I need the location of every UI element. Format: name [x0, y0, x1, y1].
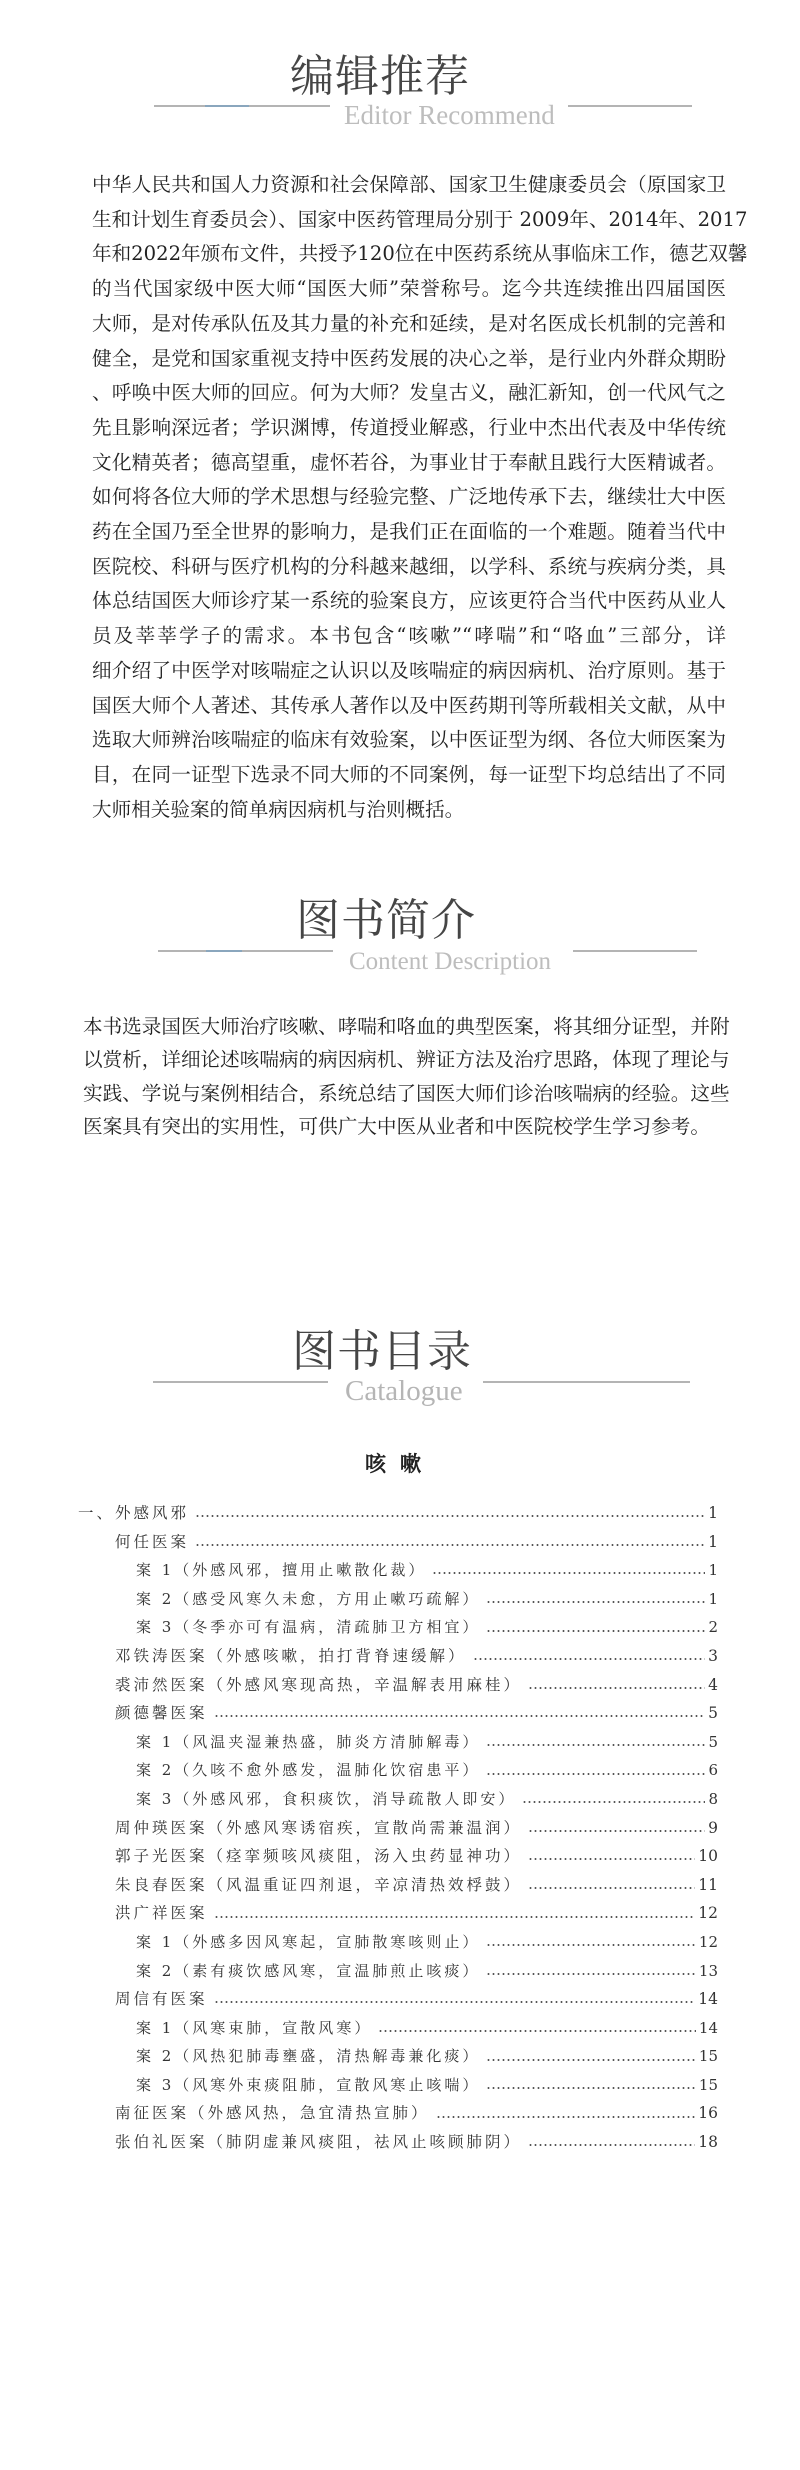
toc-page-number: 8: [708, 1789, 718, 1808]
toc-entry[interactable]: [78, 2128, 718, 2157]
toc-entry-label: 郭子光医案（痉挛频咳风痰阻，汤入虫药显神功）: [115, 1847, 523, 1866]
dot-leader: [432, 1572, 705, 1574]
toc-entry-label: 案 1（外感多因风寒起，宣肺散寒咳则止）: [136, 1932, 481, 1951]
toc-entry[interactable]: [78, 2042, 718, 2071]
toc-entry[interactable]: [78, 2071, 718, 2100]
table-of-contents: [78, 1499, 718, 2157]
toc-entry-label: 颜德馨医案: [115, 1704, 208, 1723]
paragraph-line: 药在全国乃至全世界的影响力，是我们正在面临的一个难题。随着当代中: [92, 520, 726, 544]
toc-page-number: 14: [698, 2018, 718, 2037]
toc-page-number: 3: [708, 1646, 718, 1665]
toc-entry[interactable]: [78, 1528, 718, 1557]
toc-entry[interactable]: [78, 1899, 718, 1928]
toc-entry-label: 一、外感风邪: [78, 1504, 190, 1522]
toc-page-number: 14: [698, 1990, 718, 2009]
dot-leader: [195, 1544, 705, 1546]
dot-leader: [486, 1973, 696, 1975]
toc-entry[interactable]: [78, 1671, 718, 1700]
toc-entry-label: 何任医案: [115, 1532, 190, 1551]
toc-entry[interactable]: [78, 1499, 718, 1528]
toc-page-number: 16: [698, 2104, 718, 2123]
dot-leader: [473, 1658, 705, 1660]
paragraph-line: 中华人民共和国人力资源和社会保障部、国家卫生健康委员会（原国家卫: [92, 173, 726, 196]
toc-entry-label: 案 1（风温夹湿兼热盛，肺炎方清肺解毒）: [136, 1732, 481, 1751]
toc-page-number: 1: [708, 1532, 718, 1551]
toc-entry-label: 案 2（素有痰饮感风寒，宣温肺煎止咳痰）: [136, 1961, 481, 1980]
paragraph-line: 如何将各位大师的学术思想与经验完整、广泛地传承下去，继续壮大中医: [92, 485, 726, 509]
toc-entry[interactable]: [78, 1928, 718, 1957]
toc-entry[interactable]: [78, 1642, 718, 1671]
header-divider-left: [158, 950, 333, 952]
toc-page-number: 1: [708, 1561, 718, 1580]
catalogue-section-heading: 咳嗽: [365, 1452, 435, 1476]
toc-entry[interactable]: [78, 1699, 718, 1728]
toc-entry-label: 洪广祥医案: [115, 1904, 208, 1923]
toc-page-number: 5: [708, 1704, 718, 1723]
toc-entry-label: 朱良春医案（风温重证四剂退，辛凉清热效桴鼓）: [115, 1875, 523, 1894]
toc-page-number: 13: [698, 1961, 718, 1980]
section-subtitle: Catalogue: [345, 1375, 463, 1407]
dot-leader: [528, 2144, 695, 2146]
dot-leader: [486, 2059, 696, 2061]
paragraph-line: 本书选录国医大师治疗咳嗽、哮喘和咯血的典型医案，将其细分证型，并附: [83, 1015, 730, 1038]
toc-entry-label: 周信有医案: [115, 1990, 208, 2009]
dot-leader: [214, 1715, 705, 1717]
toc-page-number: 1: [708, 1589, 718, 1608]
toc-entry-label: 案 1（外感风邪，擅用止嗽散化裁）: [136, 1561, 427, 1580]
dot-leader: [436, 2116, 696, 2118]
dot-leader: [486, 1744, 705, 1746]
section-title: 图书简介: [296, 895, 476, 946]
paragraph-line: 医案具有突出的实用性，可供广大中医从业者和中医院校学生学习参考。: [83, 1114, 710, 1138]
dot-leader: [214, 2001, 696, 2003]
toc-page-number: 9: [708, 1818, 718, 1837]
dot-leader: [528, 1687, 705, 1689]
paragraph-line: 实践、学说与案例相结合，系统总结了国医大师们诊治咳喘病的经验。这些: [83, 1081, 730, 1105]
toc-entry[interactable]: [78, 1756, 718, 1785]
paragraph-line: 健全，是党和国家重视支持中医药发展的决心之举，是行业内外群众期盼: [92, 346, 726, 370]
toc-page-number: 4: [708, 1675, 718, 1694]
toc-entry[interactable]: [78, 1842, 718, 1871]
toc-entry[interactable]: [78, 2099, 718, 2128]
paragraph-line: 先且影响深远者；学识渊博，传道授业解惑，行业中杰出代表及中华传统: [92, 415, 726, 439]
toc-page-number: 1: [708, 1504, 718, 1522]
header-divider-left: [153, 1381, 328, 1383]
toc-entry-label: 案 1（风寒束肺，宣散风寒）: [136, 2018, 373, 2037]
header-divider-right: [573, 950, 697, 952]
dot-leader: [522, 1801, 705, 1803]
toc-entry[interactable]: [78, 1814, 718, 1843]
toc-page-number: 18: [698, 2133, 718, 2152]
dot-leader: [528, 1858, 695, 1860]
toc-entry[interactable]: [78, 1985, 718, 2014]
toc-page-number: 10: [698, 1847, 718, 1866]
paragraph-line: 大师，是对传承队伍及其力量的补充和延续，是对名医成长机制的完善和: [92, 311, 726, 335]
toc-entry-label: 周仲瑛医案（外感风寒诱宿疾，宣散尚需兼温润）: [115, 1818, 523, 1837]
paragraph-line: 体总结国医大师诊疗某一系统的验案良方，应该更符合当代中医药从业人: [92, 589, 726, 613]
toc-page-number: 11: [698, 1875, 718, 1894]
dot-leader: [486, 1601, 705, 1603]
toc-page-number: 15: [698, 2075, 718, 2094]
paragraph-line: 员及莘莘学子的需求。本书包含“咳嗽”“哮喘”和“咯血”三部分，详: [92, 624, 726, 648]
toc-entry[interactable]: [78, 1613, 718, 1642]
paragraph-line: 医院校、科研与医疗机构的分科越来越细，以学科、系统与疾病分类，具: [92, 554, 726, 578]
toc-entry[interactable]: [78, 1556, 718, 1585]
toc-entry-label: 案 2（久咳不愈外感发，温肺化饮宿患平）: [136, 1761, 481, 1780]
dot-leader: [486, 1773, 705, 1775]
content-description-text: [83, 1010, 730, 1143]
toc-entry-label: 案 2（风热犯肺毒壅盛，清热解毒兼化痰）: [136, 2047, 481, 2066]
paragraph-line: 细介绍了中医学对咳喘症之认识以及咳喘症的病因病机、治疗原则。基于: [92, 658, 726, 682]
toc-entry-label: 邓铁涛医案（外感咳嗽，拍打背脊速缓解）: [115, 1646, 467, 1665]
dot-leader: [486, 1630, 705, 1632]
toc-page-number: 5: [708, 1732, 718, 1751]
toc-entry[interactable]: [78, 1871, 718, 1900]
dot-leader: [214, 1916, 696, 1918]
toc-page-number: 15: [698, 2047, 718, 2066]
toc-entry-label: 案 2（感受风寒久未愈，方用止嗽巧疏解）: [136, 1589, 481, 1608]
paragraph-line: 的当代国家级中医大师“国医大师”荣誉称号。迄今共连续推出四届国医: [92, 277, 726, 301]
paragraph-line: 年和2022年颁布文件，共授予120位在中医药系统从事临床工作，德艺双馨: [92, 242, 748, 266]
paragraph-line: 大师相关验案的简单病因病机与治则概括。: [92, 797, 465, 821]
section-subtitle: Content Description: [349, 948, 552, 975]
toc-entry[interactable]: [78, 1957, 718, 1986]
section-title: 编辑推荐: [290, 51, 470, 102]
paragraph-line: 目，在同一证型下选录不同大师的不同案例，每一证型下均总结出了不同: [92, 762, 726, 786]
paragraph-line: 、呼唤中医大师的回应。何为大师？发皇古义，融汇新知，创一代风气之: [92, 381, 726, 405]
toc-entry[interactable]: [78, 1728, 718, 1757]
paragraph-line: 文化精英者；德高望重，虚怀若谷，为事业甘于奉献且践行大医精诚者。: [92, 450, 726, 474]
section-subtitle: Editor Recommend: [344, 100, 555, 130]
paragraph-line: 国医大师个人著述、其传承人著作以及中医药期刊等所载相关文献，从中: [92, 693, 726, 717]
dot-leader: [528, 1887, 695, 1889]
dot-leader: [378, 2030, 696, 2032]
section-title: 图书目录: [292, 1326, 472, 1377]
paragraph-line: 生和计划生育委员会）、国家中医药管理局分别于 2009年、2014年、2017: [92, 207, 748, 231]
header-divider-right: [483, 1381, 690, 1383]
toc-page-number: 6: [708, 1761, 718, 1780]
dot-leader: [486, 1944, 696, 1946]
paragraph-line: 选取大师辨治咳喘症的临床有效验案，以中医证型为纲、各位大师医案为: [92, 728, 726, 752]
dot-leader: [486, 2087, 696, 2089]
toc-page-number: 12: [698, 1904, 718, 1923]
toc-page-number: 12: [698, 1932, 718, 1951]
header-divider-right: [568, 105, 692, 107]
toc-entry-label: 裘沛然医案（外感风寒现高热，辛温解表用麻桂）: [115, 1675, 523, 1694]
paragraph-line: 以赏析，详细论述咳喘病的病因病机、辨证方法及治疗思路，体现了理论与: [83, 1048, 730, 1072]
toc-entry-label: 南征医案（外感风热，急宜清热宣肺）: [115, 2104, 430, 2123]
toc-entry[interactable]: [78, 1585, 718, 1614]
toc-entry-label: 案 3（冬季亦可有温病，清疏肺卫方相宜）: [136, 1618, 481, 1637]
toc-entry-label: 案 3（风寒外束痰阻肺，宣散风寒止咳喘）: [136, 2075, 481, 2094]
toc-entry[interactable]: [78, 2014, 718, 2043]
dot-leader: [528, 1830, 705, 1832]
header-divider-left: [154, 105, 330, 107]
toc-entry-label: 案 3（外感风邪，食积痰饮，消导疏散人即安）: [136, 1789, 517, 1808]
dot-leader: [195, 1515, 705, 1517]
toc-page-number: 2: [708, 1618, 718, 1637]
toc-entry-label: 张伯礼医案（肺阴虚兼风痰阻，祛风止咳顾肺阴）: [115, 2133, 523, 2152]
editor-recommend-text: [92, 168, 748, 827]
toc-entry[interactable]: [78, 1785, 718, 1814]
